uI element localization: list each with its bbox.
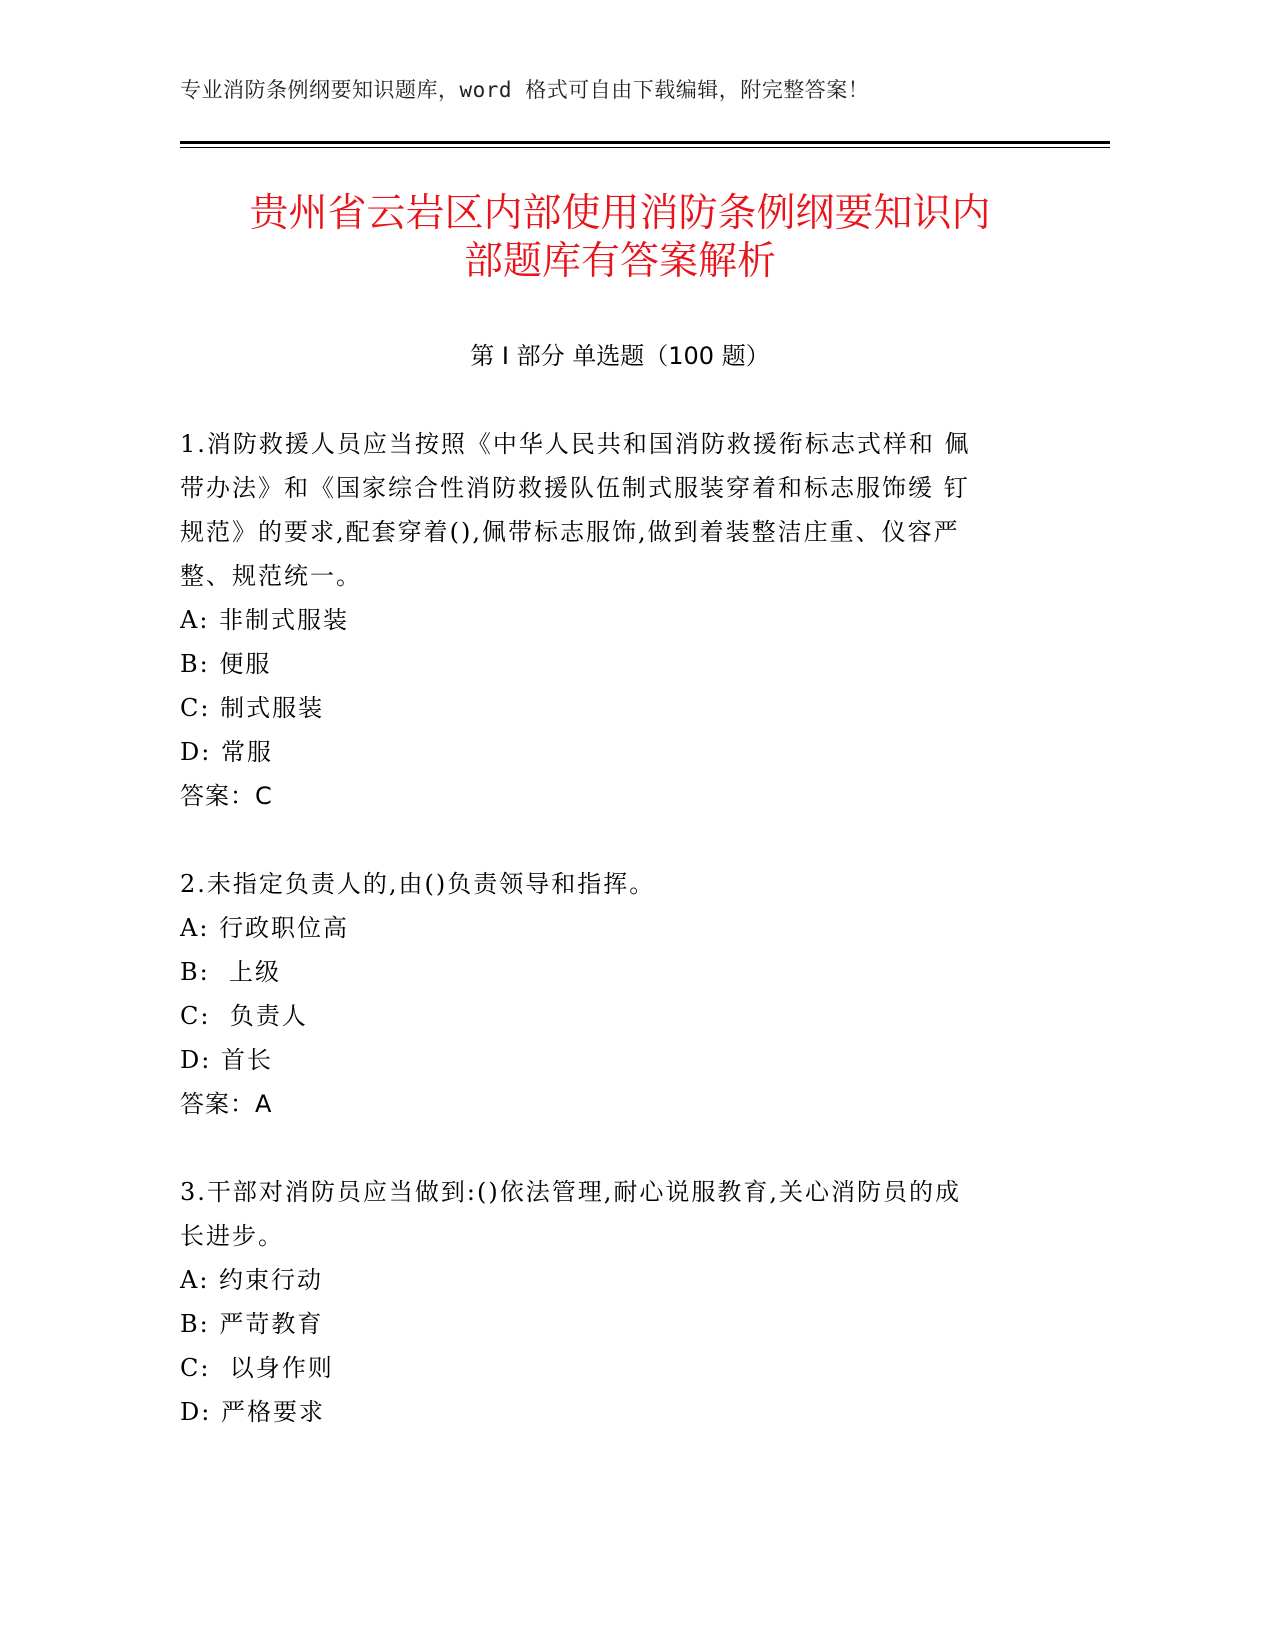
- question-stem-line: 2.未指定负责人的,由()负责领导和指挥。: [180, 870, 656, 898]
- question-3-option-a: A: 约束行动: [180, 1266, 324, 1294]
- question-spacer: [180, 1126, 1030, 1170]
- question-stem-line: 整、规范统一。: [180, 562, 362, 590]
- question-stem-line: 1.消防救援人员应当按照《中华人民共和国消防救援衔标志式样和 佩: [180, 430, 971, 458]
- header-rule-thick: [180, 141, 1110, 144]
- question-1-option-b: B: 便服: [180, 650, 272, 678]
- question-3: [180, 1170, 1030, 1434]
- question-1-option-c: C: 制式服装: [180, 694, 325, 722]
- question-1-answer: 答案：C: [180, 782, 273, 810]
- question-1-stem: [180, 422, 1030, 598]
- question-stem-line: 3.干部对消防员应当做到:()依法管理,耐心说服教育,关心消防员的成: [180, 1178, 961, 1206]
- question-3-stem: [180, 1170, 1030, 1258]
- header-note: 专业消防条例纲要知识题库，word 格式可自由下载编辑，附完整答案！: [180, 78, 870, 102]
- question-stem-line: 规范》的要求,配套穿着(),佩带标志服饰,做到着装整洁庄重、仪容严: [180, 518, 960, 546]
- document-title-line-2: 部题库有答案解析: [463, 239, 776, 284]
- header-rule-thin: [180, 147, 1110, 148]
- question-2-option-a: A: 行政职位高: [180, 914, 350, 942]
- section-heading: 第 I 部分 单选题（100 题）: [470, 342, 770, 370]
- question-1: [180, 422, 1030, 818]
- question-2-option-d: D: 首长: [180, 1046, 273, 1074]
- question-2: [180, 862, 1030, 1126]
- question-3-option-c: C: 以身作则: [180, 1354, 334, 1382]
- question-3-option-d: D: 严格要求: [180, 1398, 325, 1426]
- document-title-line-1: 贵州省云岩区内部使用消防条例纲要知识内: [249, 191, 991, 236]
- question-stem-line: 带办法》和《国家综合性消防救援队伍制式服装穿着和标志服饰缓 钉: [180, 474, 970, 502]
- question-2-answer: 答案：A: [180, 1090, 273, 1118]
- question-list: [180, 422, 1030, 1434]
- question-2-option-c: C: 负责人: [180, 1002, 308, 1030]
- question-stem-line: 长进步。: [180, 1222, 284, 1250]
- question-spacer: [180, 818, 1030, 862]
- question-2-stem: [180, 862, 1030, 906]
- question-1-option-a: A: 非制式服装: [180, 606, 350, 634]
- question-3-option-b: B: 严苛教育: [180, 1310, 324, 1338]
- question-1-option-d: D: 常服: [180, 738, 273, 766]
- question-2-option-b: B: 上级: [180, 958, 281, 986]
- document-title: [180, 190, 1060, 286]
